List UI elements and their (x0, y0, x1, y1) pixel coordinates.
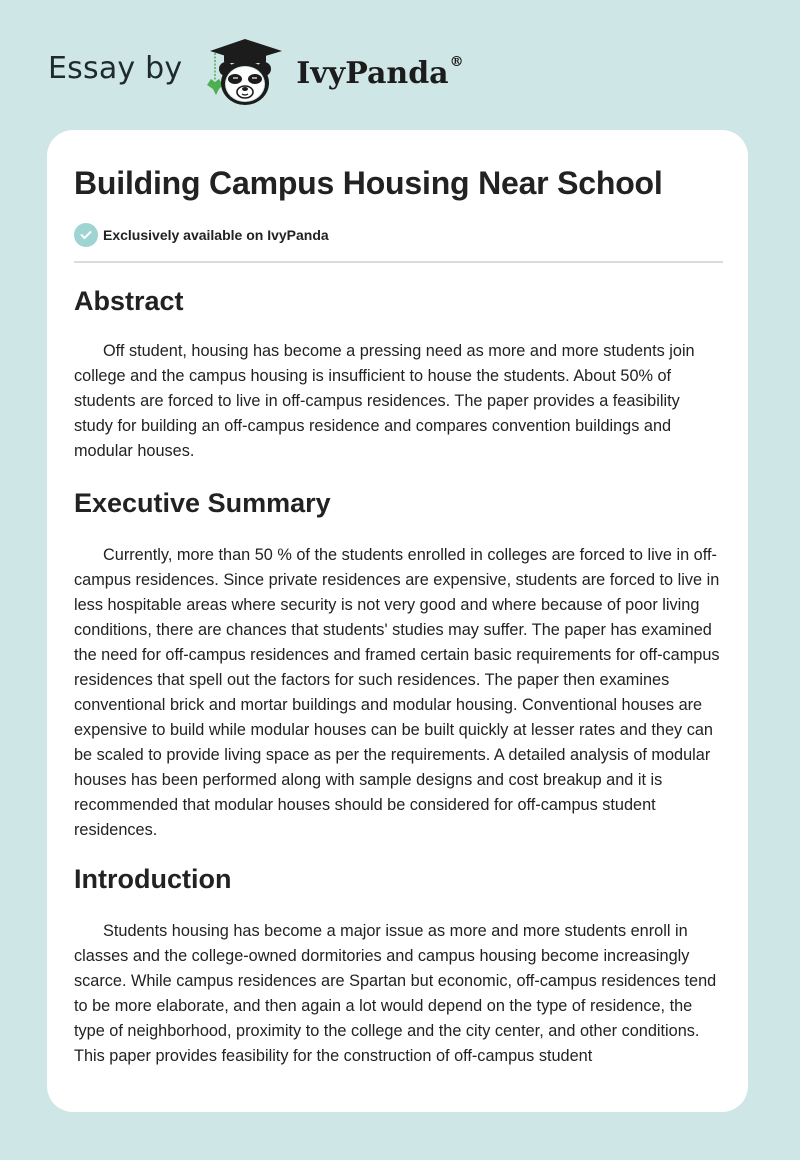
exclusive-badge-text: Exclusively available on IvyPanda (103, 227, 329, 243)
section-heading: Introduction (74, 864, 232, 894)
exclusive-badge (74, 223, 329, 247)
check-circle-icon (74, 223, 98, 247)
essay-card (47, 130, 748, 1112)
site-header (48, 36, 464, 106)
registered-mark: ® (449, 53, 464, 70)
section-body: Off student, housing has become a pressing need as more and more students join college and the campus housing is insufficient to house the students. About 50% of students are forced to live in off-campus residences. The paper provides a feasibility study for building an off-campus residence and compares convention buildings and modular houses. (74, 342, 695, 460)
section-heading: Executive Summary (74, 488, 331, 518)
section-executive-summary (74, 487, 723, 843)
brand-name[interactable] (296, 53, 464, 91)
section-introduction (74, 863, 723, 1069)
page-title: Building Campus Housing Near School (74, 165, 663, 201)
section-abstract (74, 285, 723, 464)
brand-name-text: IvyPanda (296, 55, 449, 91)
panda-logo-icon[interactable] (202, 35, 288, 107)
section-heading: Abstract (74, 286, 184, 316)
title-divider (74, 261, 723, 263)
essay-by-label: Essay by (48, 50, 183, 86)
section-body: Currently, more than 50 % of the students enrolled in colleges are forced to live in off-campus residences. Since private residences are expensive, students are forced to live in less hospitable areas where security is not very good and where because of poor living conditions, there are chances that students' studies may suffer. The paper has examined the need for off-campus residences and framed certain basic requirements for off-campus residences that spell out the factors for such residences. The paper then examines conventional brick and mortar buildings and modular housing. Conventional houses are expensive to build while modular houses can be built quickly at lesser rates and they can be scaled to provide living space as per the requirements. A detailed analysis of modular houses has been performed along with sample designs and cost breakup and it is recommended that modular houses should be considered for off-campus student residences. (74, 546, 720, 839)
section-body: Students housing has become a major issue as more and more students enroll in classes and the college-owned dormitories and campus housing become increasingly scarce. While campus residences are Spartan but economic, off-campus residences tend to be more elaborate, and then again a lot would depend on the type of residence, the type of neighborhood, proximity to the college and the city center, and other conditions. This paper provides feasibility for the construction of off-campus student (74, 922, 717, 1065)
